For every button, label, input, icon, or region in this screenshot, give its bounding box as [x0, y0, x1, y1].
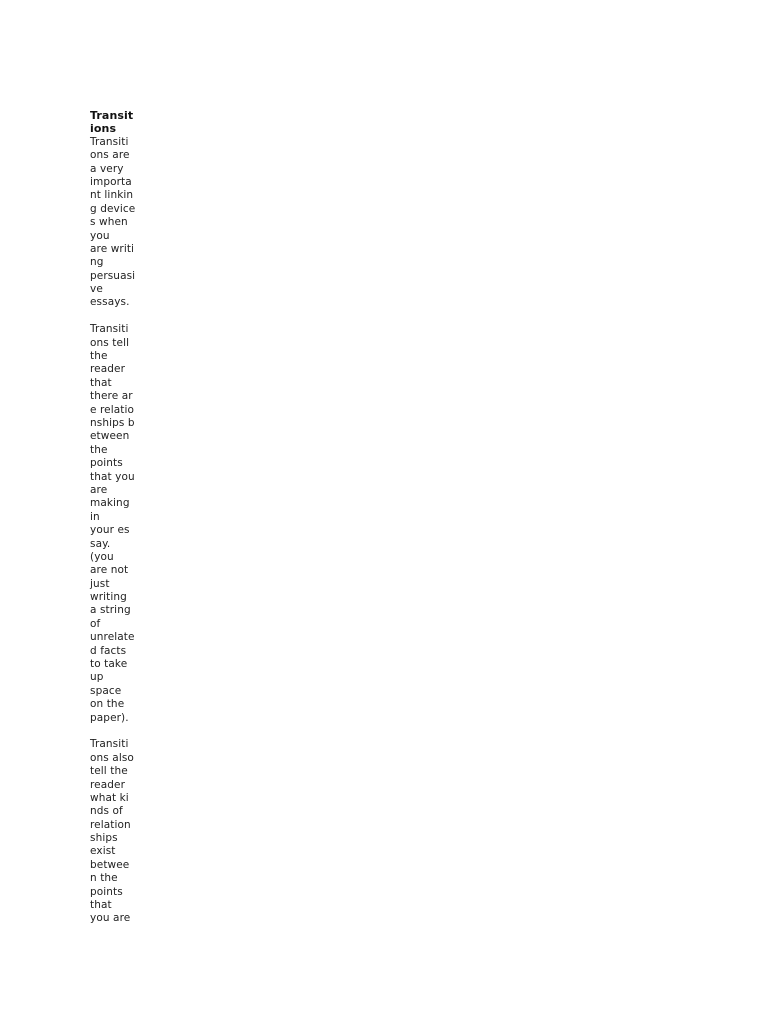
- section-title: [90, 109, 150, 136]
- paragraph-2: [90, 323, 150, 725]
- text-line: that you: [90, 470, 135, 483]
- text-line: you: [90, 229, 110, 242]
- text-line: g device: [90, 202, 136, 215]
- text-line: Transiti: [90, 323, 129, 336]
- text-line: a string: [90, 604, 131, 617]
- text-line: persuasi: [90, 269, 136, 282]
- text-line: points: [90, 885, 123, 898]
- text-line: nt linkin: [90, 189, 134, 202]
- paragraph-1: [90, 136, 150, 310]
- text-line: tell the: [90, 765, 128, 778]
- text-line: there ar: [90, 390, 133, 403]
- text-line: reader: [90, 363, 126, 376]
- text-line: exist: [90, 845, 116, 858]
- text-line: ons also: [90, 751, 134, 764]
- text-line: the: [90, 350, 108, 363]
- text-line: making: [90, 497, 130, 510]
- text-line: on the: [90, 698, 125, 711]
- text-column: [90, 109, 150, 926]
- text-line: paper).: [90, 711, 129, 724]
- text-line: just: [90, 577, 110, 590]
- text-line: to take: [90, 658, 128, 671]
- text-line: ve: [90, 283, 103, 296]
- text-line: of: [90, 617, 101, 630]
- text-line: points: [90, 457, 123, 470]
- text-line: that: [90, 376, 112, 389]
- text-line: up: [90, 671, 104, 684]
- text-line: d facts: [90, 644, 127, 657]
- text-line: ships: [90, 832, 118, 845]
- text-line: your es: [90, 524, 130, 537]
- text-line: nds of: [90, 805, 123, 818]
- text-line: ng: [90, 256, 104, 269]
- text-line: that: [90, 899, 112, 912]
- text-line: betwee: [90, 858, 130, 871]
- text-line: the: [90, 443, 108, 456]
- paragraph-gap: [90, 725, 150, 738]
- text-line: you are: [90, 912, 131, 925]
- title-line: ions: [90, 122, 117, 136]
- text-line: are: [90, 483, 108, 496]
- text-line: Transiti: [90, 738, 129, 751]
- text-line: ons are: [90, 149, 130, 162]
- text-line: are writi: [90, 242, 135, 255]
- text-line: reader: [90, 778, 126, 791]
- paragraph-3: [90, 738, 150, 925]
- text-line: space: [90, 684, 122, 697]
- text-line: writing: [90, 591, 127, 604]
- text-line: what ki: [90, 791, 129, 804]
- text-line: unrelate: [90, 631, 135, 644]
- text-line: nships b: [90, 416, 135, 429]
- text-line: are not: [90, 564, 129, 577]
- text-line: ons tell: [90, 336, 130, 349]
- text-line: n the: [90, 872, 118, 885]
- text-line: say.: [90, 537, 111, 550]
- text-line: Transiti: [90, 135, 129, 148]
- title-line: Transit: [90, 109, 134, 122]
- text-line: importa: [90, 175, 132, 188]
- text-line: relation: [90, 818, 131, 831]
- text-line: e relatio: [90, 403, 135, 416]
- text-line: s when: [90, 216, 128, 229]
- text-line: essays.: [90, 296, 130, 309]
- text-line: in: [90, 510, 100, 523]
- text-line: etween: [90, 430, 130, 443]
- paragraph-gap: [90, 310, 150, 323]
- text-line: a very: [90, 162, 124, 175]
- text-line: (you: [90, 550, 114, 563]
